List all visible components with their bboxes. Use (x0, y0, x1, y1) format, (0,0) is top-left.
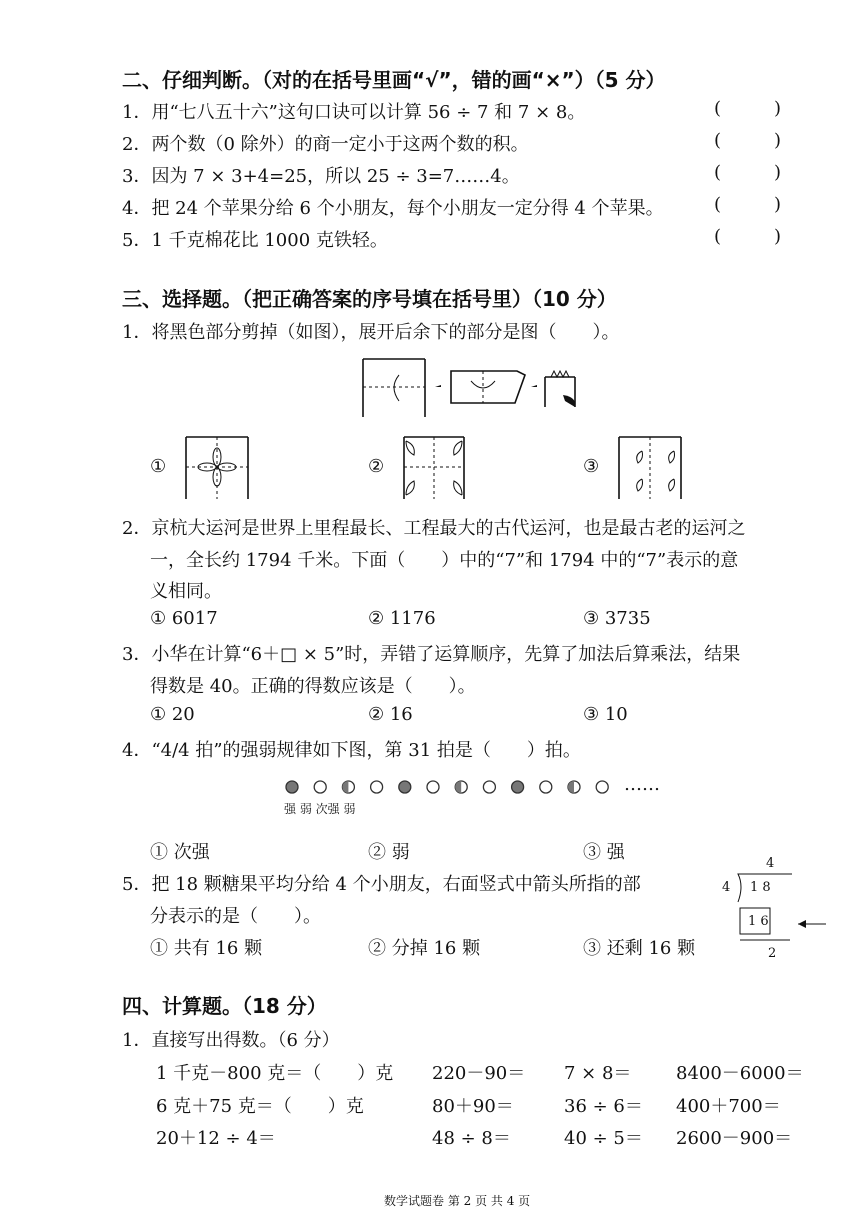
q2-line2: 一，全长约 1794 千米。下面（ ）中的“7”和 1794 中的“7”表示的意 (150, 550, 739, 571)
q2-option-2[interactable]: ② 1176 (368, 608, 436, 629)
judge-item-2: 2．两个数（0 除外）的商一定小于这两个数的积。 (122, 134, 529, 155)
calc-cell: 48 ÷ 8＝ (432, 1128, 511, 1149)
judge-item-1: 1．用“七八五十六”这句口诀可以计算 56 ÷ 7 和 7 × 8。 (122, 102, 586, 123)
q5-line1: 5．把 18 颗糖果平均分给 4 个小朋友，右面竖式中箭头所指的部 (122, 874, 641, 895)
answer-bracket-close: ) (774, 226, 782, 247)
beat-weak-icon (427, 781, 439, 793)
beat-weak-icon (371, 781, 383, 793)
calc-cell: 7 × 8＝ (564, 1063, 632, 1084)
beat-medium-icon (455, 781, 467, 793)
section4-heading: 四、计算题。（18 分） (122, 994, 327, 1018)
answer-bracket-close: ) (774, 162, 782, 183)
answer-bracket-open[interactable]: ( (714, 130, 722, 151)
calc-cell: 6 克＋75 克＝（ ）克 (156, 1096, 364, 1117)
beat-weak-icon (596, 781, 608, 793)
section2-heading: 二、仔细判断。（对的在括号里画“√”，错的画“×”）（5 分） (122, 68, 666, 92)
q4-line1: 4．“4/4 拍”的强弱规律如下图，第 31 拍是（ ）拍。 (122, 740, 581, 761)
q5-option-1[interactable]: ① 共有 16 颗 (150, 938, 263, 959)
calc-cell: 20＋12 ÷ 4＝ (156, 1128, 276, 1149)
q2-line1: 2．京杭大运河是世界上里程最长、工程最大的古代运河，也是最古老的运河之 (122, 518, 746, 539)
beat-medium-icon (342, 781, 354, 793)
page-footer: 数学试题卷 第 2 页 共 4 页 (384, 1194, 531, 1208)
q1-option-2-figure (400, 435, 470, 503)
q1-option-2-label[interactable]: ② (368, 456, 385, 477)
beat-weak-icon (483, 781, 495, 793)
q3-line1: 3．小华在计算“6＋□ × 5”时，弄错了运算顺序，先算了加法后算乘法，结果 (122, 644, 741, 665)
division-dividend: 1 8 (750, 880, 771, 895)
q4-option-3[interactable]: ③ 强 (583, 842, 625, 863)
division-bracket (728, 872, 828, 952)
calc-cell: 36 ÷ 6＝ (564, 1096, 643, 1117)
calc-cell: 400＋700＝ (676, 1096, 781, 1117)
answer-bracket-open[interactable]: ( (714, 162, 722, 183)
calc-cell: 80＋90＝ (432, 1096, 514, 1117)
answer-bracket-close: ) (774, 194, 782, 215)
q5-line2: 分表示的是（ ）。 (150, 906, 321, 927)
arrow-icon (798, 920, 806, 928)
section3-heading: 三、选择题。（把正确答案的序号填在括号里）（10 分） (122, 287, 617, 311)
q1-option-1-figure (183, 435, 253, 503)
division-product: 1 6 (748, 914, 769, 929)
calc-cell: 40 ÷ 5＝ (564, 1128, 643, 1149)
q5-option-2[interactable]: ② 分掉 16 颗 (368, 938, 481, 959)
beat-labels: 强 弱 次强 弱 (284, 802, 356, 816)
q4-option-1[interactable]: ① 次强 (150, 842, 210, 863)
answer-bracket-open[interactable]: ( (714, 226, 722, 247)
beat-pattern (282, 778, 642, 798)
beat-strong-icon (512, 781, 524, 793)
answer-bracket-open[interactable]: ( (714, 98, 722, 119)
beat-medium-icon (568, 781, 580, 793)
judge-item-4: 4．把 24 个苹果分给 6 个小朋友，每个小朋友一定分得 4 个苹果。 (122, 198, 664, 219)
q1-option-3-label[interactable]: ③ (583, 456, 600, 477)
judge-item-3: 3．因为 7 × 3+4=25，所以 25 ÷ 3=7……4。 (122, 166, 520, 187)
q2-line3: 义相同。 (150, 581, 222, 602)
answer-bracket-close: ) (774, 130, 782, 151)
division-quotient: 4 (766, 856, 775, 871)
q1-option-1-label[interactable]: ① (150, 456, 167, 477)
calc-cell: 220－90＝ (432, 1063, 526, 1084)
q3-option-3[interactable]: ③ 10 (583, 704, 628, 725)
beat-strong-icon (399, 781, 411, 793)
q1-option-3-figure (616, 435, 686, 503)
calc-cell: 2600－900＝ (676, 1128, 793, 1149)
division-divisor: 4 (722, 880, 731, 895)
q3-line2: 得数是 40。正确的得数应该是（ ）。 (150, 676, 476, 697)
calc-cell: 8400－6000＝ (676, 1063, 804, 1084)
beat-strong-icon (286, 781, 298, 793)
answer-bracket-close: ) (774, 98, 782, 119)
q3-option-2[interactable]: ② 16 (368, 704, 413, 725)
calc-cell: 1 千克－800 克＝（ ）克 (156, 1063, 394, 1084)
paper-folding-figure (355, 355, 585, 425)
division-remainder: 2 (768, 946, 777, 961)
beat-ellipsis: …… (624, 774, 660, 795)
section4-q1: 1．直接写出得数。（6 分） (122, 1030, 340, 1051)
beat-weak-icon (314, 781, 326, 793)
q3-option-1[interactable]: ① 20 (150, 704, 195, 725)
q2-option-1[interactable]: ① 6017 (150, 608, 218, 629)
beat-weak-icon (540, 781, 552, 793)
answer-bracket-open[interactable]: ( (714, 194, 722, 215)
judge-item-5: 5．1 千克棉花比 1000 克铁轻。 (122, 230, 388, 251)
q1-text: 1．将黑色部分剪掉（如图），展开后余下的部分是图（ ）。 (122, 322, 620, 343)
q2-option-3[interactable]: ③ 3735 (583, 608, 651, 629)
q5-option-3[interactable]: ③ 还剩 16 颗 (583, 938, 696, 959)
q4-option-2[interactable]: ② 弱 (368, 842, 410, 863)
